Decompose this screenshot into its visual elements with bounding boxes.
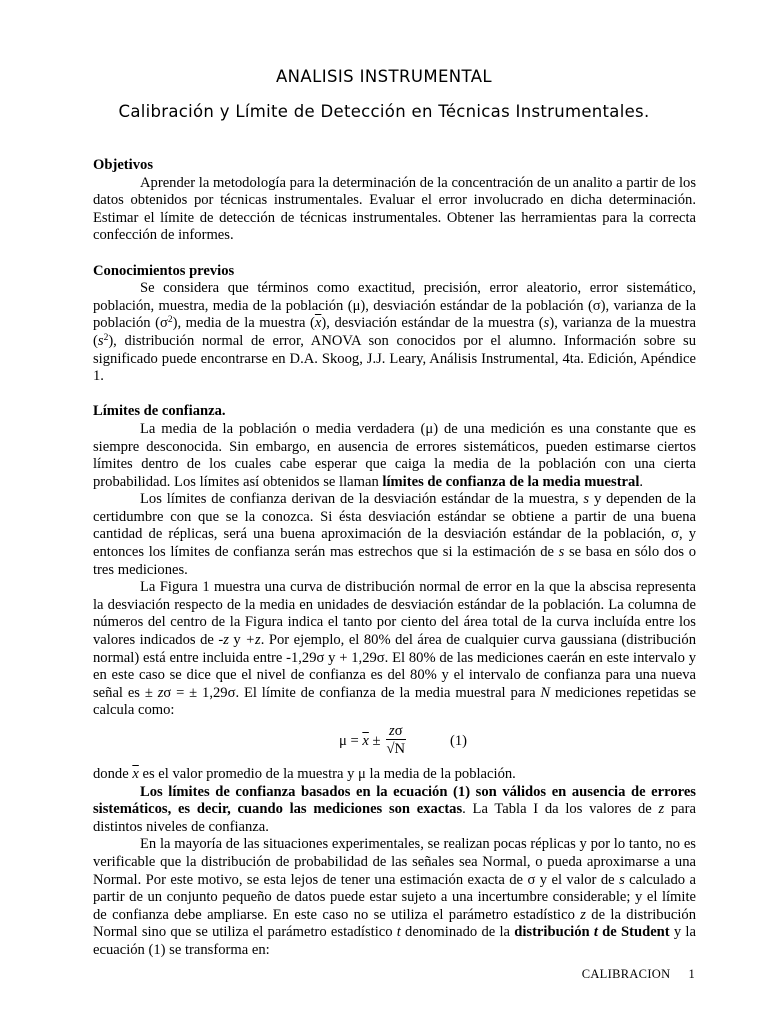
course-title: ANALISIS INSTRUMENTAL xyxy=(275,67,493,86)
equation-lhs: $\mu = \overline{x}$ ± xyxy=(339,733,381,749)
document-body xyxy=(93,157,696,960)
limites-paragraph-3: La Figura 1 muestra una curva de distribución normal de error en la que la abscisa representa la desviación respecto de la media en unidades de desviación estándar de la población. La columna de números del centro de la Figura indica el tanto por ciento del área total de la curva incluída entre los valores indicados de -z y +z. Por ejemplo, el 80% del área de cualquier curva gaussiana (distribución normal) está entre incluida entre -1,29σ y + 1,29σ. El 80% de las mediciones caerán en este intervalo y en este caso se dice que el nivel de confianza es del 80% y el intervalo de confianza para una nueva señal es ± zσ = ± 1,29σ. El límite de confianza de la media muestral para N mediciones repetidas se calcula como: xyxy=(93,579,697,719)
donde-line: donde $\overline{x}$ es el valor promedio de la muestra y μ la media de la población. xyxy=(93,766,516,782)
equation-number: (1) xyxy=(450,733,468,749)
objetivos-paragraph: Aprender la metodología para la determinación de la concentración de un analito a partir de los datos obtenidos por técnicas instrumentales. Evaluar el error involucrado en dicha determinación. Estimar el límite de detección de técnicas instrumentales. Obtener las herramientas para la correcta confección de informes. xyxy=(93,174,696,244)
objetivos-heading: Objetivos xyxy=(93,157,153,173)
document-title: Calibración y Límite de Detección en Técnicas Instrumentales. xyxy=(118,102,650,121)
conocimientos-paragraph: Se considera que términos como exactitud, precisión, error aleatorio, error sistemático, población, muestra, media de la población (μ), desviación estándar de la población (σ), varianza de la población $(\sigma^2)$, media de la muestra $(\overline{x})$, desviación estándar de la muestra (s), varianza de la muestra $(s^2)$, distribución normal de error, ANOVA son conocidos por el alumno. Información sobre su significado puede encontrarse en D.A. Skoog, J.J. Leary, Análisis Instrumental, 4ta. Edición, Apéndice 1. xyxy=(93,280,696,385)
equation-1 xyxy=(93,723,696,763)
limites-paragraph-1: La media de la población o media verdadera (μ) de una medición es una constante que es siempre desconocida. Sin embargo, en ausencia de errores sistemáticos, pueden estimarse ciertos límites dentro de los cuales cabe esperar que caiga la media de la población con una cierta probabilidad. Los límites así obtenidos se llaman límites de confianza de la media muestral. xyxy=(93,420,696,490)
limites-paragraph-2: Los límites de confianza derivan de la desviación estándar de la muestra, s y dependen de la certidumbre con que se la conozca. Si ésta desviación estándar se obtiene a partir de una buena cantidad de réplicas, será una buena aproximación de la desviación estándar de la población, σ, y entonces los límites de confianza serán mas estrechos que si la estimación de s se basa en sólo dos o tres mediciones. xyxy=(93,491,696,578)
page-footer xyxy=(582,966,695,984)
equation-fraction: $\frac{z\sigma}{√N}$ xyxy=(386,723,406,757)
student-paragraph: En la mayoría de las situaciones experimentales, se realizan pocas réplicas y por lo tanto, no es verificable que la distribución de probabilidad de las señales sea Normal, o pueda aproximarse a una Normal. Por este motivo, se esta lejos de tener una estimación exacta de σ y el valor de s calculado a partir de un conjunto pequeño de datos puede estar sujeto a una incertumbre considerable; y el límite de confianza debe ampliarse. En este caso no se utiliza el parámetro estadístico z de la distribución Normal sino que se utiliza el parámetro estadístico t denominado de la distribución t de Student y la ecuación (1) se transforma en: xyxy=(93,836,696,958)
footer-section: CALIBRACION xyxy=(581,967,671,981)
page-number: 1 xyxy=(688,967,695,981)
limites-heading: Límites de confianza. xyxy=(93,403,226,420)
conocimientos-heading: Conocimientos previos xyxy=(93,262,235,279)
validity-paragraph: Los límites de confianza basados en la ecuación (1) son válidos en ausencia de errores sistemáticos, es decir, cuando las mediciones son exactas. La Tabla I da los valores de z para distintos niveles de confianza. xyxy=(93,783,696,835)
